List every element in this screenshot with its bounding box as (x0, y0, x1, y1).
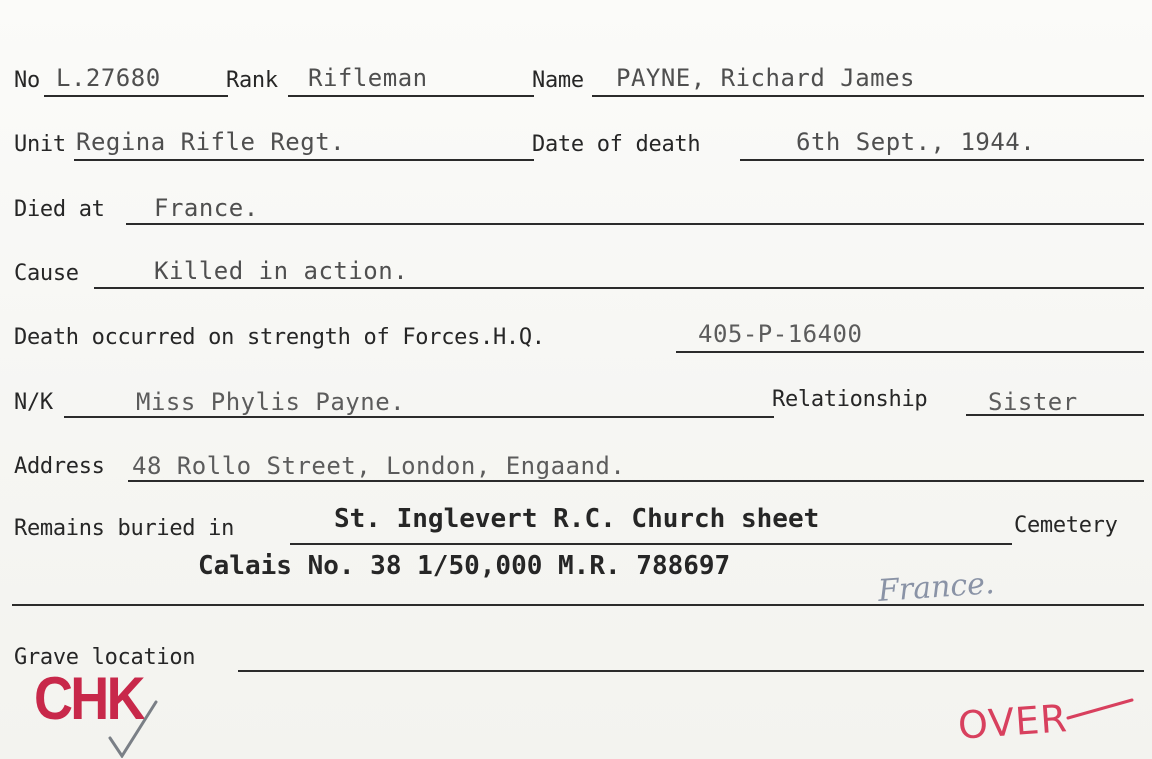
address-value: 48 Rollo Street, London, Engaand. (132, 452, 626, 480)
buried-label: Remains buried in (14, 516, 235, 541)
nk-line (64, 416, 774, 418)
address-line (128, 480, 1144, 482)
unit-value: Regina Rifle Regt. (76, 128, 346, 156)
name-value: PAYNE, Richard James (616, 64, 915, 92)
strength-label: Death occurred on strength of Forces.H.Q. (14, 325, 545, 350)
buried-value: St. Inglevert R.C. Church sheet (334, 504, 820, 534)
check-mark-icon (104, 698, 164, 758)
no-label: No (14, 68, 40, 93)
relationship-label: Relationship (772, 387, 928, 412)
chk-stamp: CHK (34, 665, 143, 732)
over-dash-icon (1066, 694, 1136, 724)
continuation-line (12, 604, 1144, 606)
relationship-line (966, 414, 1144, 416)
date-line (740, 159, 1144, 161)
unit-line (74, 159, 534, 161)
buried-line (290, 543, 1012, 545)
name-label: Name (532, 68, 584, 93)
address-label: Address (14, 454, 105, 479)
cemetery-label: Cemetery (1014, 513, 1118, 538)
grave-label: Grave location (14, 645, 196, 670)
died-line (126, 223, 1144, 225)
died-label: Died at (14, 197, 105, 222)
unit-label: Unit (14, 132, 66, 157)
no-line (44, 95, 228, 97)
cause-value: Killed in action. (154, 257, 409, 285)
strength-value: 405-P-16400 (698, 320, 863, 348)
died-value: France. (154, 194, 259, 222)
date-value: 6th Sept., 1944. (796, 128, 1036, 156)
relationship-value: Sister (988, 388, 1078, 416)
over-note: OVER (956, 696, 1070, 748)
name-line (592, 95, 1144, 97)
no-value: L.27680 (56, 64, 161, 92)
cause-label: Cause (14, 261, 79, 286)
handwritten-note: France. (876, 565, 996, 610)
rank-value: Rifleman (308, 64, 428, 92)
nk-label: N/K (14, 390, 53, 415)
rank-line (288, 95, 534, 97)
date-label: Date of death (532, 132, 701, 157)
rank-label: Rank (226, 68, 278, 93)
nk-value: Miss Phylis Payne. (136, 388, 406, 416)
buried-value-2: Calais No. 38 1/50,000 M.R. 788697 (198, 551, 731, 581)
cause-line (94, 287, 1144, 289)
grave-line (238, 670, 1144, 672)
strength-line (676, 351, 1144, 353)
